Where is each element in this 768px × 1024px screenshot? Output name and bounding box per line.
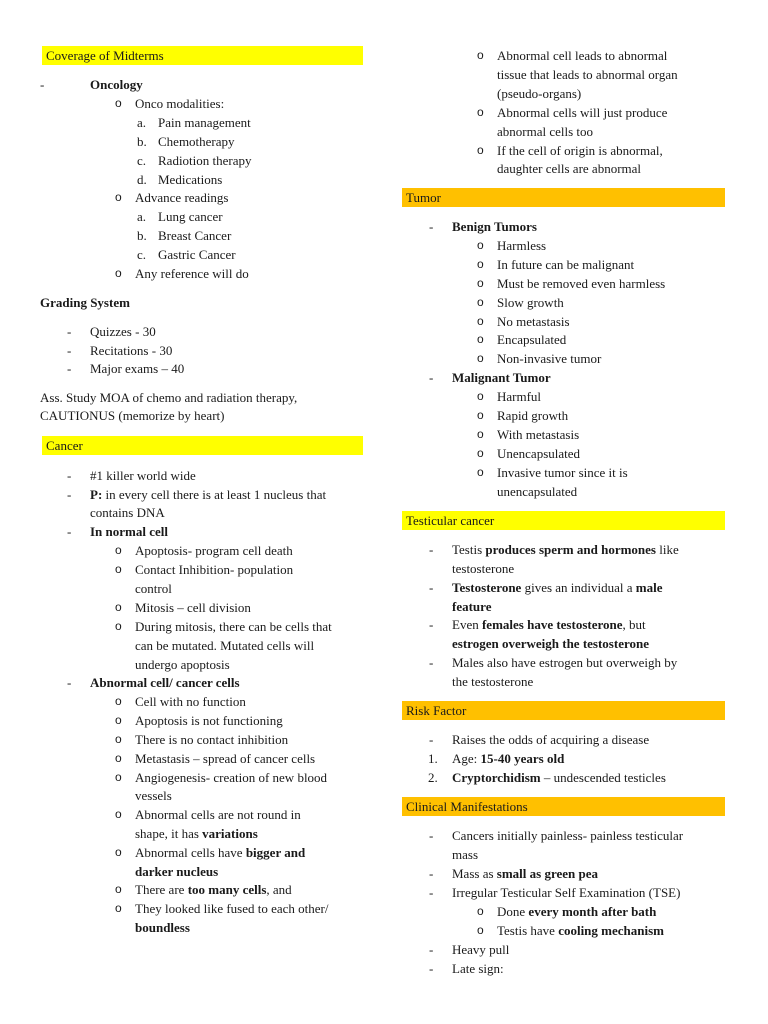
normal-apoptosis-text: Apoptosis- program cell death bbox=[135, 543, 293, 558]
testo-a: Testosterone bbox=[452, 580, 522, 595]
males-estrogen-text-2: the testosterone bbox=[452, 674, 534, 689]
not-round-text-2a: shape, it has bbox=[135, 826, 203, 841]
crypt-a: Cryptorchidism bbox=[452, 770, 541, 785]
fused-text-1: They looked like fused to each other/ bbox=[135, 901, 329, 916]
mass-b: small as green pea bbox=[496, 866, 599, 881]
apoptosis-not-text: Apoptosis is not functioning bbox=[135, 713, 283, 728]
malignant-title: Malignant Tumor bbox=[452, 370, 551, 385]
darker-nucleus-text: darker nucleus bbox=[135, 864, 219, 879]
reading-text: Lung cancer bbox=[158, 209, 223, 224]
mitosis-mutation-text-2: can be mutated. Mutated cells will bbox=[135, 638, 315, 653]
benign-title: Benign Tumors bbox=[452, 219, 537, 234]
even-females-text-2: estrogen overweigh the testosterone bbox=[452, 636, 649, 651]
produce-abnormal-text-1: Abnormal cells will just produce bbox=[497, 105, 668, 120]
grading-item-text: Quizzes - 30 bbox=[90, 324, 156, 339]
reading-letter: a. bbox=[137, 209, 147, 224]
testis-b: produces sperm and hormones bbox=[485, 542, 656, 557]
normal-cell-title: In normal cell bbox=[90, 524, 168, 539]
reading-text: Breast Cancer bbox=[158, 228, 232, 243]
no-contact-text: There is no contact inhibition bbox=[135, 732, 289, 747]
contact-inhibition-text: Contact Inhibition- population bbox=[135, 562, 294, 577]
testo-b: gives an individual a bbox=[521, 580, 636, 595]
even-females-text-1 bbox=[452, 615, 646, 634]
done-b: every month after bath bbox=[528, 904, 657, 919]
even-c: , but bbox=[622, 617, 646, 632]
modality-letter: c. bbox=[137, 153, 147, 168]
benign-item-text: Harmless bbox=[497, 238, 547, 253]
testosterone-text-1 bbox=[452, 578, 663, 597]
benign-item-text: Non-invasive tumor bbox=[497, 351, 602, 366]
variations-text: variations bbox=[202, 826, 258, 841]
green-pea-text bbox=[452, 864, 598, 883]
reading-letter: c. bbox=[137, 247, 147, 262]
abnormal-organ-text-2: tissue that leads to abnormal organ bbox=[497, 67, 678, 82]
modality-text: Pain management bbox=[158, 115, 251, 130]
metastasis-text: Metastasis – spread of cancer cells bbox=[135, 751, 316, 766]
not-round-text-1: Abnormal cells are not round in bbox=[135, 807, 301, 822]
cancer-header: Cancer bbox=[42, 436, 363, 455]
assignment-line-1: Ass. Study MOA of chemo and radiation therapy, bbox=[40, 390, 298, 405]
painless-text-2: mass bbox=[452, 847, 478, 862]
too-many-a: There are bbox=[135, 882, 188, 897]
benign-item-text: No metastasis bbox=[497, 314, 570, 329]
bigger-and-text: bigger and bbox=[245, 845, 306, 860]
assignment-line-2: CAUTIONUS (memorize by heart) bbox=[40, 408, 225, 423]
clinical-manifestations-header: Clinical Manifestations bbox=[402, 797, 725, 816]
testis-text-1 bbox=[452, 540, 679, 559]
bigger-nucleus-text-1a: Abnormal cells have bbox=[135, 845, 246, 860]
advance-readings-label: Advance readings bbox=[135, 190, 229, 205]
too-many-cells-text bbox=[135, 880, 292, 899]
every-month-text bbox=[497, 902, 656, 921]
reading-text: Gastric Cancer bbox=[158, 247, 236, 262]
grading-item-text: Recitations - 30 bbox=[90, 343, 173, 358]
modality-text: Medications bbox=[158, 172, 223, 187]
painless-text-1: Cancers initially painless- painless testicular bbox=[452, 828, 684, 843]
malignant-item-text: Harmful bbox=[497, 389, 542, 404]
modality-letter: b. bbox=[137, 134, 147, 149]
too-many-b: too many cells bbox=[187, 882, 267, 897]
killer-text: #1 killer world wide bbox=[90, 468, 196, 483]
odds-text: Raises the odds of acquiring a disease bbox=[452, 732, 650, 747]
angiogenesis-text-2: vessels bbox=[135, 788, 172, 803]
too-many-c: , and bbox=[266, 882, 292, 897]
benign-item-text: In future can be malignant bbox=[497, 257, 635, 272]
done-a: Done bbox=[497, 904, 529, 919]
testo-c: male bbox=[635, 580, 663, 595]
late-sign-text: Late sign: bbox=[452, 961, 504, 976]
crypt-b: – undescended testicles bbox=[540, 770, 666, 785]
cool-b: cooling mechanism bbox=[558, 923, 664, 938]
even-b: females have testosterone bbox=[481, 617, 623, 632]
tse-text: Irregular Testicular Self Examination (TSE) bbox=[452, 885, 681, 900]
benign-item-text: Must be removed even harmless bbox=[497, 276, 666, 291]
benign-item-text: Encapsulated bbox=[497, 332, 567, 347]
angiogenesis-text-1: Angiogenesis- creation of new blood bbox=[135, 770, 328, 785]
mitosis-mutation-text-3: undergo apoptosis bbox=[135, 657, 230, 672]
testicular-cancer-header: Testicular cancer bbox=[402, 511, 725, 530]
crypt-number: 2. bbox=[428, 770, 438, 785]
mitosis-mutation-text-1: During mitosis, there can be cells that bbox=[135, 619, 332, 634]
boundless-text: boundless bbox=[135, 920, 190, 935]
age-b: 15-40 years old bbox=[480, 751, 565, 766]
even-a: Even bbox=[452, 617, 482, 632]
cooling-text bbox=[497, 921, 664, 940]
cool-a: Testis have bbox=[497, 923, 559, 938]
mass-a: Mass as bbox=[452, 866, 497, 881]
oncology-title: Oncology bbox=[90, 77, 143, 92]
grading-item-text: Major exams – 40 bbox=[90, 361, 185, 376]
reading-letter: b. bbox=[137, 228, 147, 243]
risk-factor-header: Risk Factor bbox=[402, 701, 725, 720]
bigger-nucleus-text-1 bbox=[135, 843, 305, 862]
malignant-item-text: Rapid growth bbox=[497, 408, 569, 423]
modality-text: Chemotherapy bbox=[158, 134, 235, 149]
modality-text: Radiotion therapy bbox=[158, 153, 252, 168]
mitosis-text: Mitosis – cell division bbox=[135, 600, 251, 615]
malignant-item-text: With metastasis bbox=[497, 427, 580, 442]
testosterone-text-2: feature bbox=[452, 599, 492, 614]
modality-letter: d. bbox=[137, 172, 147, 187]
p-text: in every cell there is at least 1 nucleus that bbox=[102, 487, 327, 502]
grading-system-title: Grading System bbox=[40, 295, 130, 310]
testis-text-2: testosterone bbox=[452, 561, 515, 576]
onco-modalities-label: Onco modalities: bbox=[135, 96, 225, 111]
testis-c: like bbox=[656, 542, 679, 557]
tumor-header: Tumor bbox=[402, 188, 725, 207]
invasive-text-2: unencapsulated bbox=[497, 484, 578, 499]
crypt-text bbox=[452, 768, 666, 787]
testis-a: Testis bbox=[452, 542, 486, 557]
malignant-item-text: Unencapsulated bbox=[497, 446, 581, 461]
contact-inhibition-text-2: control bbox=[135, 581, 172, 596]
heavy-pull-text: Heavy pull bbox=[452, 942, 510, 957]
age-a: Age: bbox=[452, 751, 481, 766]
produce-abnormal-text-2: abnormal cells too bbox=[497, 124, 594, 139]
age-number: 1. bbox=[428, 751, 438, 766]
abnormal-organ-text-3: (pseudo-organs) bbox=[497, 86, 582, 101]
p-text-line-1 bbox=[90, 485, 326, 504]
modality-letter: a. bbox=[137, 115, 147, 130]
males-estrogen-text-1: Males also have estrogen but overweigh by bbox=[452, 655, 678, 670]
no-function-text: Cell with no function bbox=[135, 694, 246, 709]
cell-origin-text-2: daughter cells are abnormal bbox=[497, 161, 642, 176]
p-text-line-2: contains DNA bbox=[90, 505, 165, 520]
any-reference-text: Any reference will do bbox=[135, 266, 249, 281]
coverage-of-midterms-header: Coverage of Midterms bbox=[42, 46, 363, 65]
not-round-text-2 bbox=[135, 824, 364, 843]
invasive-text-1: Invasive tumor since it is bbox=[497, 465, 628, 480]
abnormal-organ-text-1: Abnormal cell leads to abnormal bbox=[497, 48, 668, 63]
cell-origin-text-1: If the cell of origin is abnormal, bbox=[497, 143, 663, 158]
abnormal-cell-title: Abnormal cell/ cancer cells bbox=[90, 675, 240, 690]
p-label: P: bbox=[90, 487, 103, 502]
benign-item-text: Slow growth bbox=[497, 295, 564, 310]
age-text bbox=[452, 749, 564, 768]
